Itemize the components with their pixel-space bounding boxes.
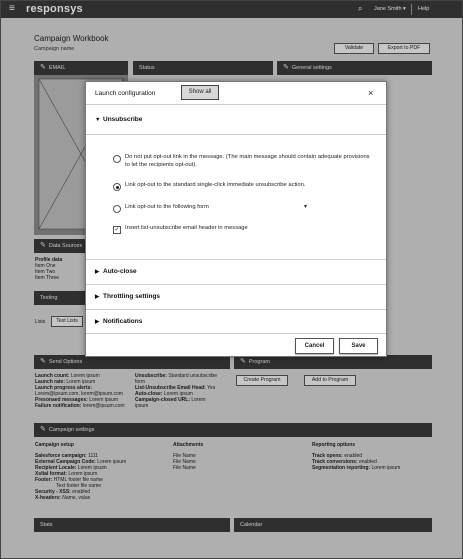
pencil-icon[interactable]: ✎	[40, 242, 46, 249]
option-no-optout-label: Do not put opt-out link in the message. (The main message should contain adequate provisions to let the recipients opt-out).	[125, 154, 370, 168]
add-to-program-button[interactable]: Add to Program	[304, 375, 356, 386]
setup-row: External Campaign Code: Lorem ipsum	[35, 459, 127, 465]
app-logo: responsys	[26, 3, 83, 15]
setup-row: Text footer file name	[56, 483, 102, 489]
campaign-setup-heading: Campaign setup	[35, 442, 74, 448]
send-option-row: Failure notification: lorem@ipsum.com	[35, 403, 125, 409]
section-notifications[interactable]: ▶ Notifications	[95, 318, 143, 325]
save-button[interactable]: Save	[339, 338, 378, 354]
attachments-heading: Attachments	[173, 442, 204, 448]
email-panel-header: ✎ EMAIL	[34, 61, 128, 75]
send-option-row: Launch progress alerts:	[35, 385, 92, 391]
profile-data-label: Profile data	[35, 257, 63, 263]
section-throttling[interactable]: ▶ Throttling settings	[95, 293, 161, 300]
list-item: Item One	[35, 263, 56, 269]
option-link-form-label: Link opt-out to the following form	[125, 204, 209, 210]
radio-link-form[interactable]	[113, 205, 121, 213]
campaign-name: Campaign name	[34, 46, 75, 52]
pencil-icon[interactable]: ✎	[283, 64, 289, 71]
divider	[86, 134, 386, 135]
user-menu[interactable]: Jane Smith ▾	[374, 6, 406, 12]
send-option-row: form	[135, 379, 145, 385]
setup-row: Xsltal format: Lorem ipsum	[35, 471, 98, 477]
send-options-header: ✎ Send Options	[34, 355, 230, 369]
cancel-button[interactable]: Cancel	[295, 338, 334, 354]
attachment-link[interactable]: File Name	[173, 459, 196, 465]
divider	[86, 104, 386, 105]
send-option-row: Presonaed messages: Lorem ipsum	[35, 397, 119, 403]
pencil-icon[interactable]: ✎	[40, 64, 46, 71]
stats-header: Stats	[34, 518, 230, 532]
send-option-row: Launch count: Lorem ipsum	[35, 373, 100, 379]
setup-row: Salesforce campaign: 1111	[35, 453, 99, 459]
create-program-button[interactable]: Create Program	[236, 375, 288, 386]
divider	[86, 284, 386, 285]
general-settings-header: ✎ General settings	[277, 61, 432, 75]
send-option-row: Unsubscribe: Standard unsubscribe	[135, 373, 217, 379]
divider	[86, 333, 386, 334]
setup-row: Security - XSS: enabled	[35, 489, 91, 495]
divider	[86, 309, 386, 310]
section-unsubscribe[interactable]: ▼ Unsubscribe	[95, 116, 143, 123]
list-item: Item Two	[35, 269, 56, 275]
send-option-row: ipsum	[135, 403, 149, 409]
reporting-heading: Reporting options	[312, 442, 356, 448]
divider	[86, 259, 386, 260]
status-panel-header: Status	[133, 61, 273, 75]
hamburger-icon[interactable]: ≡	[9, 3, 15, 14]
data-sources-header: ✎ Data Sources	[34, 239, 94, 253]
send-option-row: Auto-close: Lorem ipsum	[135, 391, 193, 397]
attachment-link[interactable]: File Name	[173, 465, 196, 471]
pencil-icon[interactable]: ✎	[240, 358, 246, 365]
pencil-icon[interactable]: ✎	[40, 426, 46, 433]
radio-standard-unsubscribe[interactable]	[113, 183, 121, 191]
reporting-row: Segmentation reporting: Lorem ipsum	[312, 465, 401, 471]
caret-down-icon: ▼	[95, 117, 101, 123]
setup-row: Footer: HTML footer file name	[35, 477, 103, 483]
list-item: Item Three	[35, 275, 60, 281]
setup-row: Recipient Locale: Lorem ipsum	[35, 465, 107, 471]
insert-header-label: Insert list-unsubscribe email header in message	[125, 225, 248, 231]
send-option-row: Lorem@ipsum.com, lorem@ipsum.com	[35, 391, 123, 397]
send-option-row: Campaign-closed URL: Lorem	[135, 397, 206, 403]
show-all-button[interactable]: Show all	[181, 85, 219, 100]
validate-button[interactable]: Validate	[334, 43, 374, 54]
test-lists-button[interactable]: Test Lists	[51, 316, 83, 327]
reporting-row: Track conversions: enabled	[312, 459, 377, 465]
send-option-row: List-Unsubscribe Email Head: Yes	[135, 385, 216, 391]
campaign-settings-header: ✎ Campaign settings	[34, 423, 432, 437]
attachment-link[interactable]: File Name	[173, 453, 196, 459]
export-pdf-button[interactable]: Export to PDF	[378, 43, 430, 54]
option-standard-unsubscribe-label: Link opt-out to the standard single-click immediate unsubscribe action.	[125, 182, 306, 188]
page-title: Campaign Workbook	[34, 34, 109, 43]
caret-right-icon: ▶	[95, 269, 100, 275]
testing-header: Testing	[34, 291, 94, 305]
section-auto-close[interactable]: ▶ Auto-close	[95, 268, 137, 275]
setup-row: X-headers: Name, value	[35, 495, 91, 501]
search-icon[interactable]: ⌕	[358, 4, 363, 13]
form-select-dropdown[interactable]: ▾	[304, 204, 307, 210]
dialog-title: Launch configuration	[95, 90, 156, 97]
send-option-row: Launch rate: Lorem ipsum	[35, 379, 96, 385]
radio-no-optout[interactable]	[113, 155, 121, 163]
launch-configuration-dialog	[85, 81, 387, 357]
insert-header-checkbox[interactable]: ✓	[114, 227, 120, 233]
pencil-icon[interactable]: ✎	[40, 358, 46, 365]
lists-label: Lists	[35, 319, 46, 325]
caret-right-icon: ▶	[95, 294, 100, 300]
help-link[interactable]: Help	[418, 6, 430, 12]
close-icon[interactable]: ×	[368, 88, 374, 98]
chevron-down-icon: ▾	[403, 6, 406, 12]
reporting-row: Track opens: enabled	[312, 453, 363, 459]
program-header: ✎ Program	[234, 355, 432, 369]
calendar-header: Calendar	[234, 518, 432, 532]
caret-right-icon: ▶	[95, 319, 100, 325]
